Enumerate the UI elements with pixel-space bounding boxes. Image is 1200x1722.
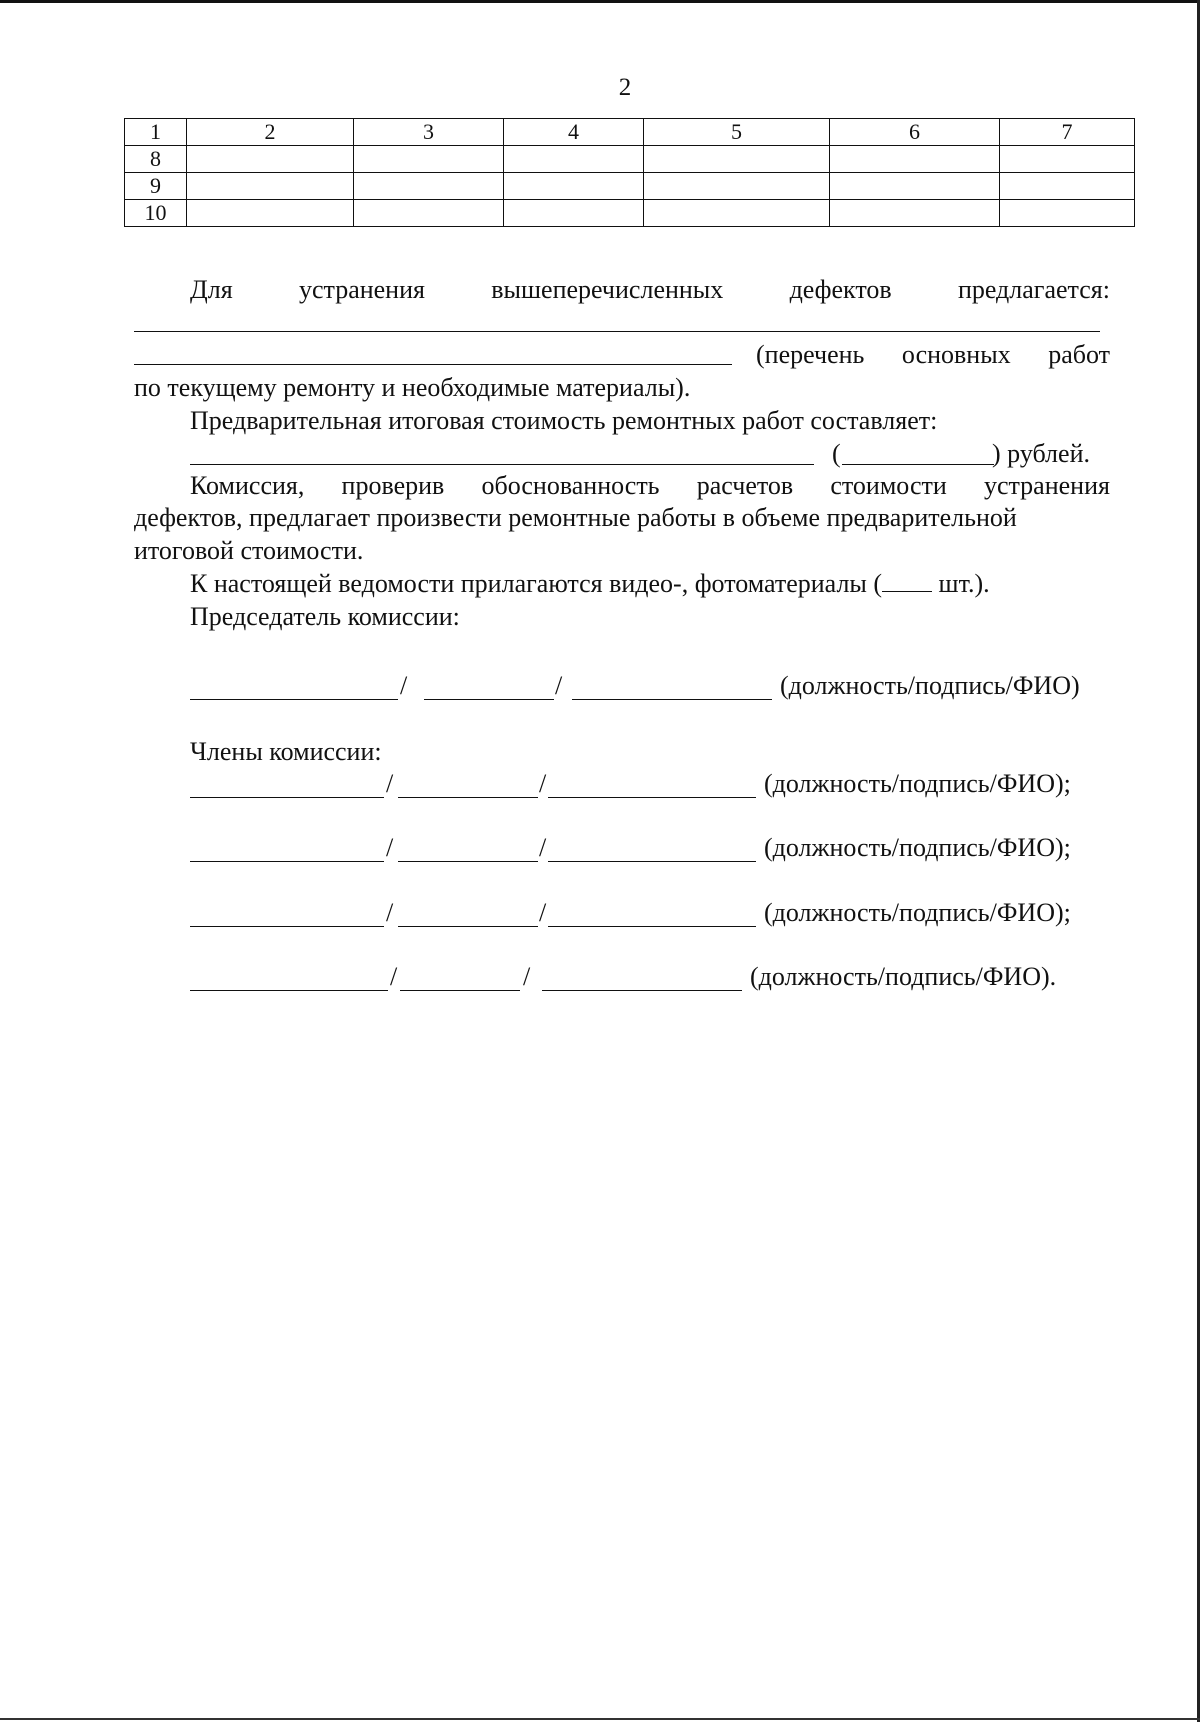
member-signature-caption: (должность/подпись/ФИО). <box>750 962 1057 991</box>
member-slash: / <box>386 833 394 862</box>
chairman-name-blank <box>572 699 772 700</box>
table-cell <box>1000 173 1135 200</box>
works-word: работ <box>1048 340 1110 369</box>
member-position-blank <box>190 990 388 991</box>
commission-word: Комиссия, <box>190 471 305 500</box>
cost-number-blank <box>842 464 994 465</box>
table-header-cell: 1 <box>125 119 187 146</box>
table-cell <box>187 173 354 200</box>
member-position-blank <box>190 926 384 927</box>
attachments-unit: шт.). <box>932 569 990 598</box>
table-cell <box>830 200 1000 227</box>
works-word: (перечень <box>756 340 865 369</box>
proposal-line <box>190 274 1110 306</box>
works-list-caption <box>756 339 1110 371</box>
works-blank-line <box>134 364 732 365</box>
table-cell <box>644 146 830 173</box>
scan-edge-bottom <box>0 1718 1200 1720</box>
works-list-continuation: по текущему ремонту и необходимые материалы). <box>134 373 691 402</box>
table-cell <box>354 146 504 173</box>
attachments-text: К настоящей ведомости прилагаются видео-, фотоматериалы ( <box>190 569 883 598</box>
table-cell <box>1000 200 1135 227</box>
member-name-blank <box>542 990 742 991</box>
proposal-word: дефектов <box>789 275 892 304</box>
page-number: 2 <box>618 74 632 101</box>
attachments-count-blank <box>882 569 932 592</box>
table-header-row <box>125 119 1135 146</box>
table-cell <box>830 173 1000 200</box>
table-header-cell: 6 <box>830 119 1000 146</box>
table-cell-number: 8 <box>125 146 187 173</box>
member-slash: / <box>539 833 547 862</box>
commission-paragraph-line1 <box>190 470 1110 502</box>
table-header-cell: 5 <box>644 119 830 146</box>
commission-word: стоимости <box>830 471 947 500</box>
proposal-blank-line <box>134 331 1100 332</box>
table-cell <box>644 173 830 200</box>
commission-word: обоснованность <box>481 471 660 500</box>
table-cell <box>504 200 644 227</box>
table-header-cell: 3 <box>354 119 504 146</box>
member-slash: / <box>523 962 531 991</box>
chairman-slash: / <box>400 671 408 700</box>
cost-close-label: ) рублей. <box>992 439 1090 468</box>
commission-word: проверив <box>341 471 445 500</box>
table-cell <box>1000 146 1135 173</box>
cost-words-blank <box>190 464 814 465</box>
member-signature-blank <box>400 990 520 991</box>
cost-intro: Предварительная итоговая стоимость ремонтных работ составляет: <box>190 406 938 435</box>
table-header-cell: 7 <box>1000 119 1135 146</box>
member-position-blank <box>190 861 384 862</box>
commission-word: расчетов <box>696 471 794 500</box>
defects-table <box>124 118 1135 227</box>
member-slash: / <box>539 769 547 798</box>
member-signature-caption: (должность/подпись/ФИО); <box>764 898 1071 927</box>
table-cell <box>504 173 644 200</box>
table-header-cell: 2 <box>187 119 354 146</box>
chairman-position-blank <box>190 699 398 700</box>
table-row <box>125 200 1135 227</box>
chairman-slash: / <box>555 671 563 700</box>
scan-edge-top <box>0 0 1200 3</box>
member-signature-blank <box>398 797 538 798</box>
commission-paragraph-line3: итоговой стоимости. <box>134 536 364 565</box>
member-slash: / <box>386 769 394 798</box>
proposal-word: вышеперечисленных <box>491 275 724 304</box>
table-row <box>125 173 1135 200</box>
member-name-blank <box>548 797 756 798</box>
member-slash: / <box>386 898 394 927</box>
member-slash: / <box>539 898 547 927</box>
chairman-signature-caption: (должность/подпись/ФИО) <box>780 671 1080 700</box>
member-position-blank <box>190 797 384 798</box>
table-cell <box>187 146 354 173</box>
works-word: основных <box>901 340 1011 369</box>
table-cell-number: 9 <box>125 173 187 200</box>
table-cell <box>187 200 354 227</box>
member-signature-caption: (должность/подпись/ФИО); <box>764 769 1071 798</box>
table-header-cell: 4 <box>504 119 644 146</box>
member-signature-blank <box>398 861 538 862</box>
chairman-label: Председатель комиссии: <box>190 602 460 631</box>
members-label: Члены комиссии: <box>190 737 382 766</box>
proposal-word: устранения <box>298 275 425 304</box>
commission-word: устранения <box>983 471 1110 500</box>
table-cell <box>830 146 1000 173</box>
member-name-blank <box>548 861 756 862</box>
table-cell <box>644 200 830 227</box>
member-signature-blank <box>398 926 538 927</box>
member-name-blank <box>548 926 756 927</box>
table-row <box>125 146 1135 173</box>
table-cell-number: 10 <box>125 200 187 227</box>
member-signature-caption: (должность/подпись/ФИО); <box>764 833 1071 862</box>
proposal-word: Для <box>190 275 233 304</box>
chairman-signature-blank <box>424 699 554 700</box>
cost-open-paren: ( <box>832 439 841 468</box>
attachments-line <box>190 568 990 600</box>
table-cell <box>354 200 504 227</box>
commission-paragraph-line2: дефектов, предлагает произвести ремонтные работы в объеме предварительной <box>134 503 1017 532</box>
table-cell <box>354 173 504 200</box>
member-slash: / <box>390 962 398 991</box>
proposal-word: предлагается: <box>957 275 1110 304</box>
table-cell <box>504 146 644 173</box>
